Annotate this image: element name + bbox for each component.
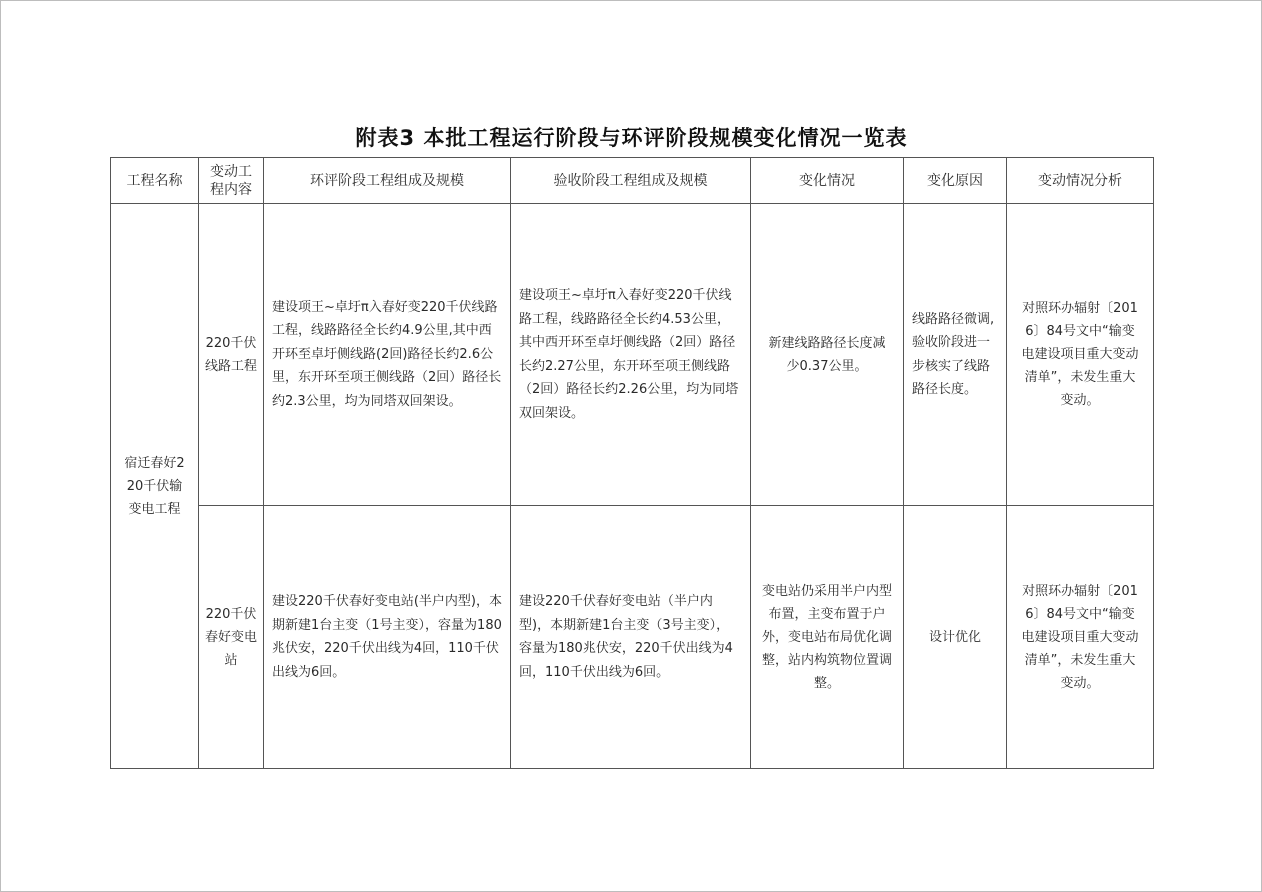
change-reason-cell: 线路路径微调,验收阶段进一步核实了线路路径长度。 (904, 204, 1007, 506)
change-content-cell: 220千伏春好变电站 (199, 506, 264, 769)
header-acceptance-scale: 验收阶段工程组成及规模 (511, 158, 751, 204)
scale-change-table (110, 157, 1154, 769)
acceptance-scale-cell: 建设项王~卓圩π入春好变220千伏线路工程，线路路径全长约4.53公里，其中西开环至卓圩侧线路（2回）路径长约2.27公里，东开环至项王侧线路（2回）路径长约2.26公里，均为同塔双回架设。 (511, 204, 751, 506)
change-analysis-cell: 对照环办辐射〔2016〕84号文中“输变电建设项目重大变动清单”，未发生重大变动。 (1007, 204, 1154, 506)
header-change-content: 变动工程内容 (199, 158, 264, 204)
table-row (111, 204, 1154, 506)
change-analysis-cell: 对照环办辐射〔2016〕84号文中“输变电建设项目重大变动清单”，未发生重大变动。 (1007, 506, 1154, 769)
eia-scale-cell: 建设项王~卓圩π入春好变220千伏线路工程，线路路径全长约4.9公里,其中西开环至卓圩侧线路(2回)路径长约2.6公里，东开环至项王侧线路（2回）路径长约2.3公里，均为同塔双回架设。 (264, 204, 511, 506)
table-row (111, 506, 1154, 769)
header-change-reason: 变化原因 (904, 158, 1007, 204)
project-name-cell: 宿迁春好220千伏输变电工程 (111, 204, 199, 769)
header-change-status: 变化情况 (751, 158, 904, 204)
header-eia-scale: 环评阶段工程组成及规模 (264, 158, 511, 204)
change-reason-cell: 设计优化 (904, 506, 1007, 769)
header-project-name: 工程名称 (111, 158, 199, 204)
header-change-analysis: 变动情况分析 (1007, 158, 1154, 204)
change-status-cell: 变电站仍采用半户内型布置，主变布置于户外，变电站布局优化调整，站内构筑物位置调整。 (751, 506, 904, 769)
change-status-cell: 新建线路路径长度减少0.37公里。 (751, 204, 904, 506)
eia-scale-cell: 建设220千伏春好变电站(半户内型)，本期新建1台主变（1号主变），容量为180兆伏安，220千伏出线为4回，110千伏出线为6回。 (264, 506, 511, 769)
change-content-cell: 220千伏线路工程 (199, 204, 264, 506)
header-row (111, 158, 1154, 204)
table-title: 附表3 本批工程运行阶段与环评阶段规模变化情况一览表 (355, 126, 908, 150)
acceptance-scale-cell: 建设220千伏春好变电站（半户内型)，本期新建1台主变（3号主变），容量为180兆伏安，220千伏出线为4回，110千伏出线为6回。 (511, 506, 751, 769)
